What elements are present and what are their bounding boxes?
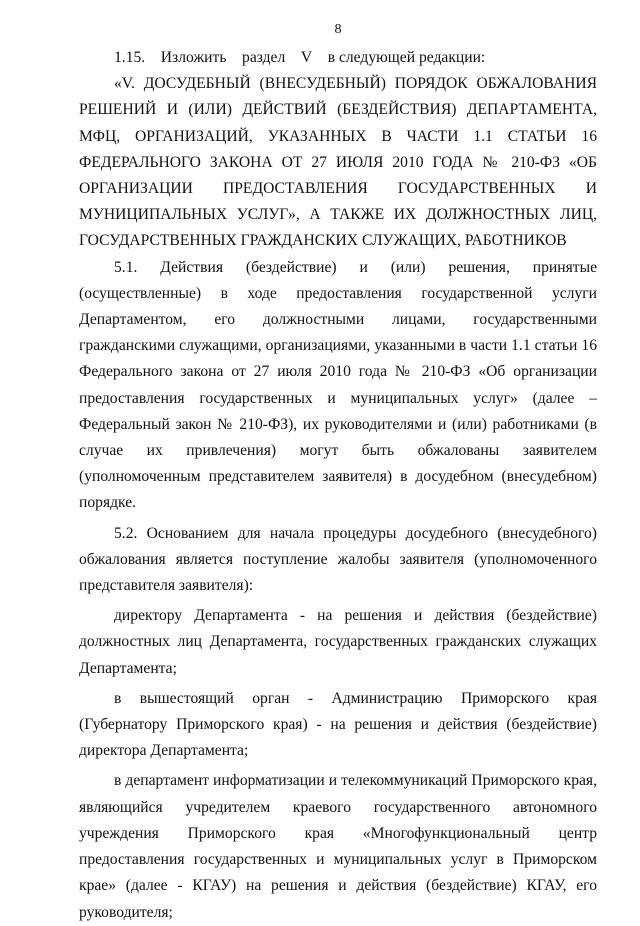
list-item-director: директору Департамента - на решения и действия (бездействие) должностных лиц Департамента, государственных гражданских служащих Департамента; — [79, 607, 597, 677]
list-item-informatization-department: в департамент информатизации и телекоммуникаций Приморского края, являющийся учредителем краевого государственного автономного учреждения Приморского края «Многофункциональный центр предоставления государственных и муниципальных услуг в Приморском крае» (далее - КГАУ) на решения и действия (бездействие) КГАУ, его руководителя; — [79, 772, 597, 921]
section-title: «V. ДОСУДЕБНЫЙ (ВНЕСУДЕБНЫЙ) ПОРЯДОК ОБЖАЛОВАНИЯ РЕШЕНИЙ И (ИЛИ) ДЕЙСТВИЙ (БЕЗДЕЙСТВИЯ) ДЕПАРТАМЕНТА, МФЦ, ОРГАНИЗАЦИЙ, УКАЗАННЫХ В ЧАСТИ 1.1 СТАТЬИ 16 ФЕДЕРАЛЬНОГО ЗАКОНА ОТ 27 ИЮЛЯ 2010 ГОДА № 210-ФЗ «ОБ ОРГАНИЗАЦИИ ПРЕДОСТАВЛЕНИЯ ГОСУДАРСТВЕННЫХ И МУНИЦИПАЛЬНЫХ УСЛУГ», А ТАКЖЕ ИХ ДОЛЖНОСТНЫХ ЛИЦ, ГОСУДАРСТВЕННЫХ ГРАЖДАНСКИХ СЛУЖАЩИХ, РАБОТНИКОВ — [79, 75, 597, 250]
paragraph-5-1: 5.1. Действия (бездействие) и (или) решения, принятые (осуществленные) в ходе предоставления государственной услуги Департаментом, его должностными лицами, государственными гражданскими служащими, организациями, указанными в части 1.1 статьи 16 Федерального закона от 27 июля 2010 года № 210-ФЗ «Об организации предоставления государственных и муниципальных услуг» (далее – Федеральный закон № 210-ФЗ), их руководителями и (или) работниками (в случае их привлечения) могут быть обжалованы заявителем (уполномоченным представителем заявителя) в досудебном (внесудебном) порядке. — [79, 258, 597, 512]
list-item-administration: в вышестоящий орган - Администрацию Приморского края (Губернатору Приморского края) - на решения и действия (бездействие) директора Департамента; — [79, 689, 597, 760]
page-number: 8 — [334, 22, 342, 37]
document-body — [79, 45, 597, 926]
amendment-intro: 1.15. Изложить раздел V в следующей редакции: — [114, 49, 486, 66]
paragraph-5-2: 5.2. Основанием для начала процедуры досудебного (внесудебного) обжалования является поступление жалобы заявителя (уполномоченного представителя заявителя): — [79, 524, 597, 595]
document-page — [79, 0, 597, 921]
